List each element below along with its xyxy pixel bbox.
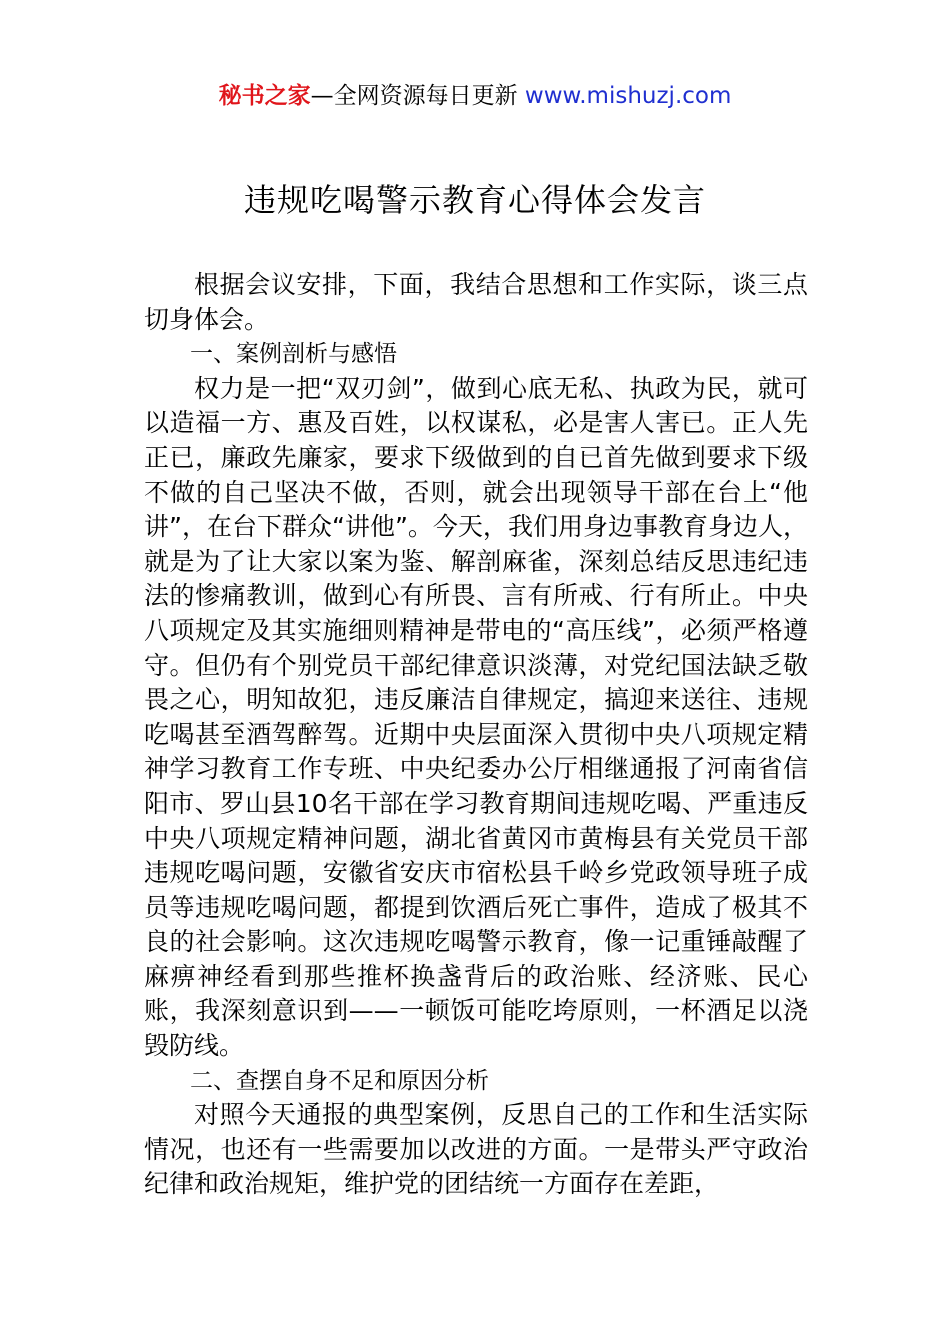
section-heading-2: 二、查摆自身不足和原因分析 (190, 1067, 489, 1094)
site-tagline: —全网资源每日更新 (310, 83, 518, 109)
section-heading-1: 一、案例剖析与感悟 (190, 341, 397, 368)
site-url-link[interactable]: www.mishuzj.com (524, 83, 732, 109)
document-title: 违规吃喝警示教育心得体会发言 (243, 181, 706, 219)
document-body (144, 268, 808, 1202)
intro-paragraph: 根据会议安排，下面，我结合思想和工作实际，谈三点切身体会。 (144, 270, 808, 334)
section-1-paragraph: 权力是一把“双刃剑”，做到心底无私、执政为民，就可以造福一方、惠及百姓，以权谋私，必是害人害已。正人先正已，廉政先廉家，要求下级做到的自已首先做到要求下级不做的自己坚决不做，否则，就会出现领导干部在台上“他讲”，在台下群众“讲他”。今天，我们用身边事教育身边人，就是为了让大家以案为鉴、解剖麻雀，深刻总结反思违纪违法的惨痛教训，做到心有所畏、言有所戒、行有所止。中央八项规定及其实施细则精神是带电的“高压线”，必须严格遵守。但仍有个别党员干部纪律意识淡薄，对党纪国法缺乏敬畏之心，明知故犯，违反廉洁自律规定，搞迎来送往、违规吃喝甚至酒驾醉驾。近期中央层面深入贯彻中央八项规定精神学习教育工作专班、中央纪委办公厅相继通报了河南省信阳市、罗山县10名干部在学习教育期间违规吃喝、严重违反中央八项规定精神问题，湖北省黄冈市黄梅县有关党员干部违规吃喝问题，安徽省安庆市宿松县千岭乡党政领导班子成员等违规吃喝问题，都提到饮酒后死亡事件，造成了极其不良的社会影响。这次违规吃喝警示教育，像一记重锤敲醒了麻痹神经看到那些推杯换盏背后的政治账、经济账、民心账，我深刻意识到——一顿饭可能吃垮原则，一杯酒足以浇毁防线。 (144, 373, 808, 1061)
section-2-paragraph: 对照今天通报的典型案例，反思自己的工作和生活实际情况，也还有一些需要加以改进的方面。一是带头严守政治纪律和政治规矩，维护党的团结统一方面存在差距， (144, 1100, 808, 1199)
site-brand: 秘书之家 (218, 83, 311, 109)
site-header (0, 78, 950, 114)
